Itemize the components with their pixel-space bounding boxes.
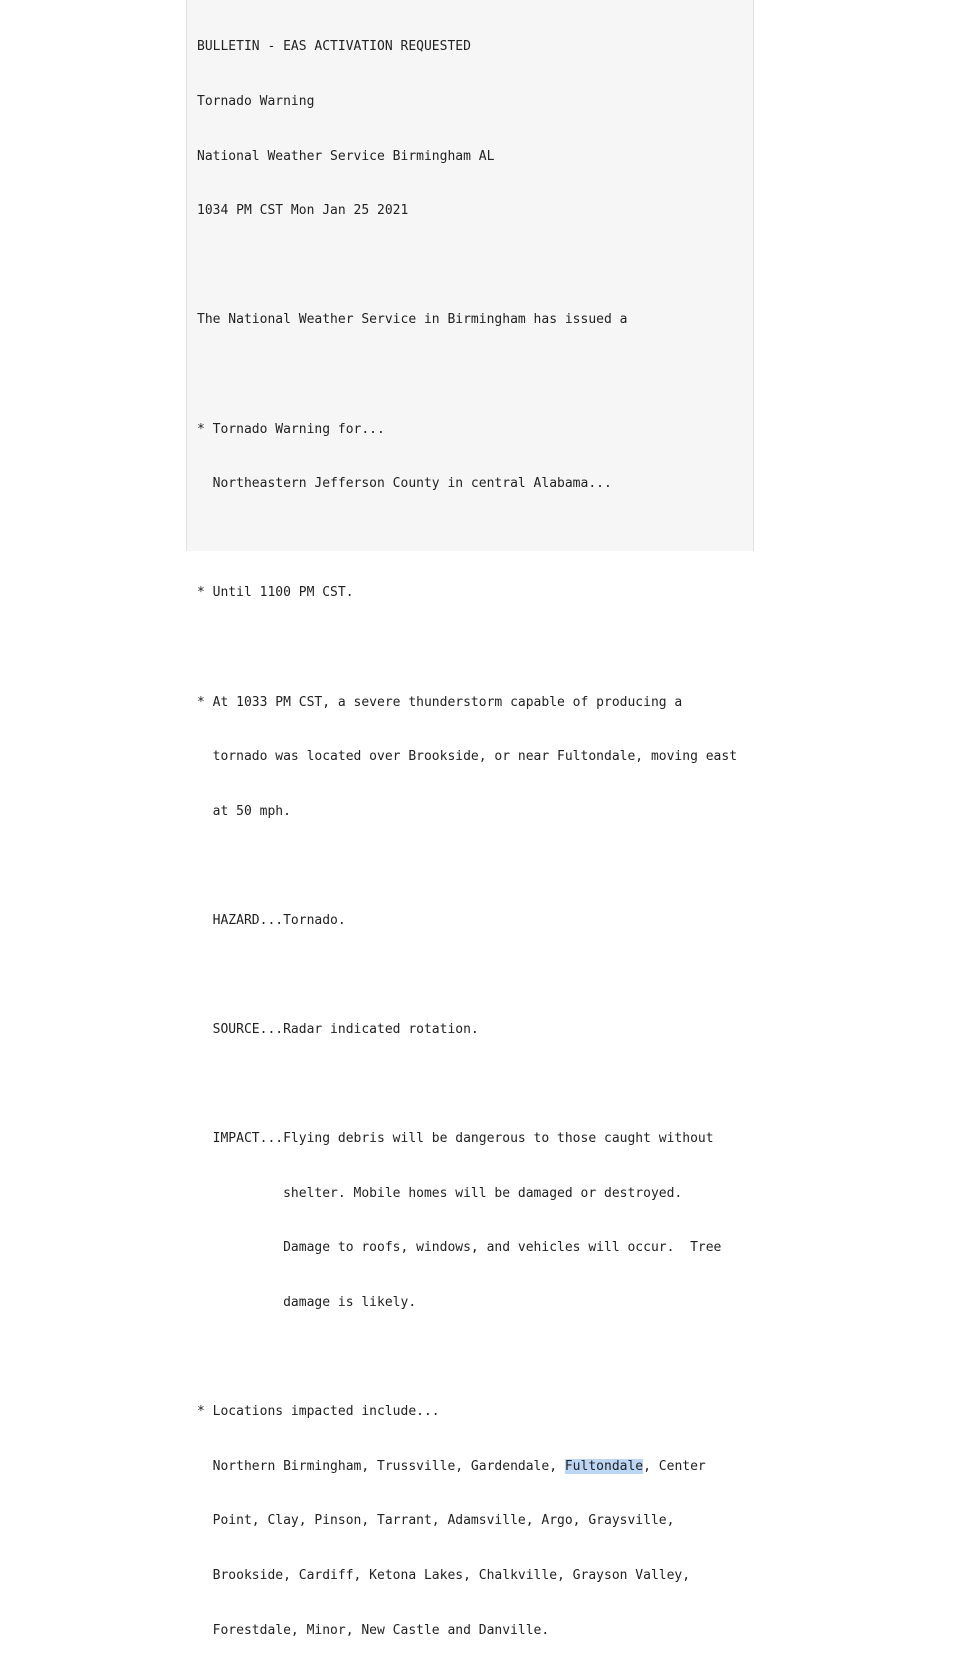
header-line-bulletin: BULLETIN - EAS ACTIVATION REQUESTED (197, 39, 471, 55)
blank-line (197, 639, 737, 657)
blank-line (197, 967, 737, 985)
locations-line: Forestdale, Minor, New Castle and Danville. (197, 1622, 550, 1638)
locations-line (197, 1458, 737, 1476)
locations-text-after: , Center (643, 1458, 706, 1474)
blank-line (197, 1349, 737, 1367)
bulletin-panel (186, 0, 754, 1638)
header-line-title: Tornado Warning (197, 94, 315, 109)
intro-line: The National Weather Service in Birmingham has issued a (197, 312, 628, 328)
locations-line: Brookside, Cardiff, Ketona Lakes, Chalkville, Grayson Valley, (197, 1568, 691, 1584)
storm-line: at 50 mph. (197, 803, 291, 819)
warning-line: * Tornado Warning for... (197, 421, 385, 437)
impact-line: shelter. Mobile homes will be damaged or destroyed. (197, 1185, 683, 1201)
impact-line: IMPACT...Flying debris will be dangerous to those caught without (197, 1131, 714, 1147)
blank-line (197, 1076, 737, 1094)
impact-line: damage is likely. (197, 1295, 417, 1311)
blank-line (197, 530, 737, 548)
header-line-office: National Weather Service Birmingham AL (197, 148, 495, 164)
impact-line: Damage to roofs, windows, and vehicles will occur. Tree (197, 1240, 722, 1256)
locations-line: Point, Clay, Pinson, Tarrant, Adamsville, Argo, Graysville, (197, 1513, 675, 1529)
storm-line: tornado was located over Brookside, or near Fultondale, moving east (197, 749, 738, 765)
blank-line (197, 257, 737, 275)
source-line: SOURCE...Radar indicated rotation. (197, 1022, 479, 1038)
blank-line (197, 366, 737, 384)
storm-line: * At 1033 PM CST, a severe thunderstorm capable of producing a (197, 694, 683, 710)
bulletin-text (197, 2, 737, 1676)
until-line: * Until 1100 PM CST. (197, 585, 354, 601)
locations-text-before: Northern Birmingham, Trussville, Gardendale, (197, 1458, 565, 1474)
header-line-timestamp: 1034 PM CST Mon Jan 25 2021 (197, 203, 409, 219)
locations-line: * Locations impacted include... (197, 1404, 440, 1420)
highlighted-location[interactable]: Fultondale (564, 1458, 644, 1474)
blank-line (197, 857, 737, 875)
warning-area-line: Northeastern Jefferson County in central Alabama... (197, 476, 612, 492)
hazard-line: HAZARD...Tornado. (197, 912, 346, 928)
